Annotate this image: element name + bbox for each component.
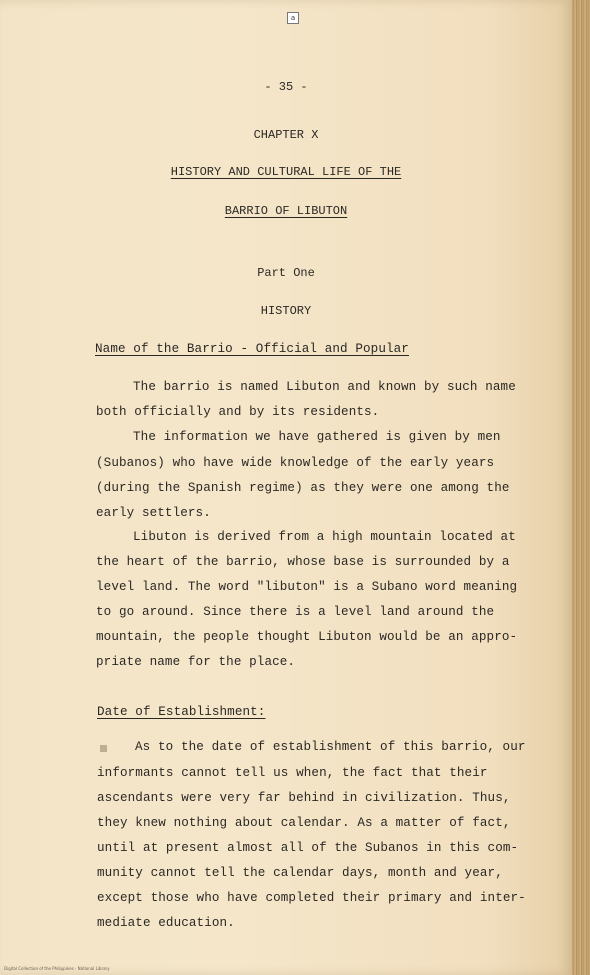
body-line: informants cannot tell us when, the fact that their [97,766,488,780]
book-binding [572,0,590,975]
body-line: level land. The word "libuton" is a Subano word meaning [96,580,518,594]
page-number: - 35 - [264,80,308,94]
title-line-1: HISTORY AND CULTURAL LIFE OF THE [170,165,402,179]
body-line: early settlers. [96,506,211,520]
body-line: (during the Spanish regime) as they were one among the [96,481,510,495]
footer-credit: Digital Collection of the Philippines · National Library [4,966,110,971]
body-line: to go around. Since there is a level land around the [96,605,495,619]
page-tag: a [287,12,299,24]
section-heading-name: Name of the Barrio - Official and Popular [95,342,409,356]
section-heading-date: Date of Establishment: [97,705,266,719]
body-line: mediate education. [97,916,235,930]
part-label: Part One [257,266,315,280]
body-line: both officially and by its residents. [96,405,380,419]
body-line: they knew nothing about calendar. As a matter of fact, [97,816,511,830]
title-line-2: BARRIO OF LIBUTON [224,204,348,218]
body-line: The barrio is named Libuton and known by such name [133,380,516,394]
body-line: except those who have completed their primary and inter- [97,891,526,905]
body-line: the heart of the barrio, whose base is surrounded by a [96,555,510,569]
body-line: Libuton is derived from a high mountain located at [133,530,516,544]
part-title: HISTORY [260,304,312,318]
body-line: priate name for the place. [96,655,296,669]
body-line: munity cannot tell the calendar days, month and year, [97,866,503,880]
body-line: until at present almost all of the Subanos in this com- [97,841,519,855]
body-line: ascendants were very far behind in civilization. Thus, [97,791,511,805]
body-line: The information we have gathered is given by men [133,430,501,444]
ink-mark [100,745,107,752]
body-line: As to the date of establishment of this barrio, our [135,740,526,754]
chapter-heading: CHAPTER X [253,128,319,142]
body-line: mountain, the people thought Libuton would be an appro- [96,630,518,644]
body-line: (Subanos) who have wide knowledge of the early years [96,456,495,470]
